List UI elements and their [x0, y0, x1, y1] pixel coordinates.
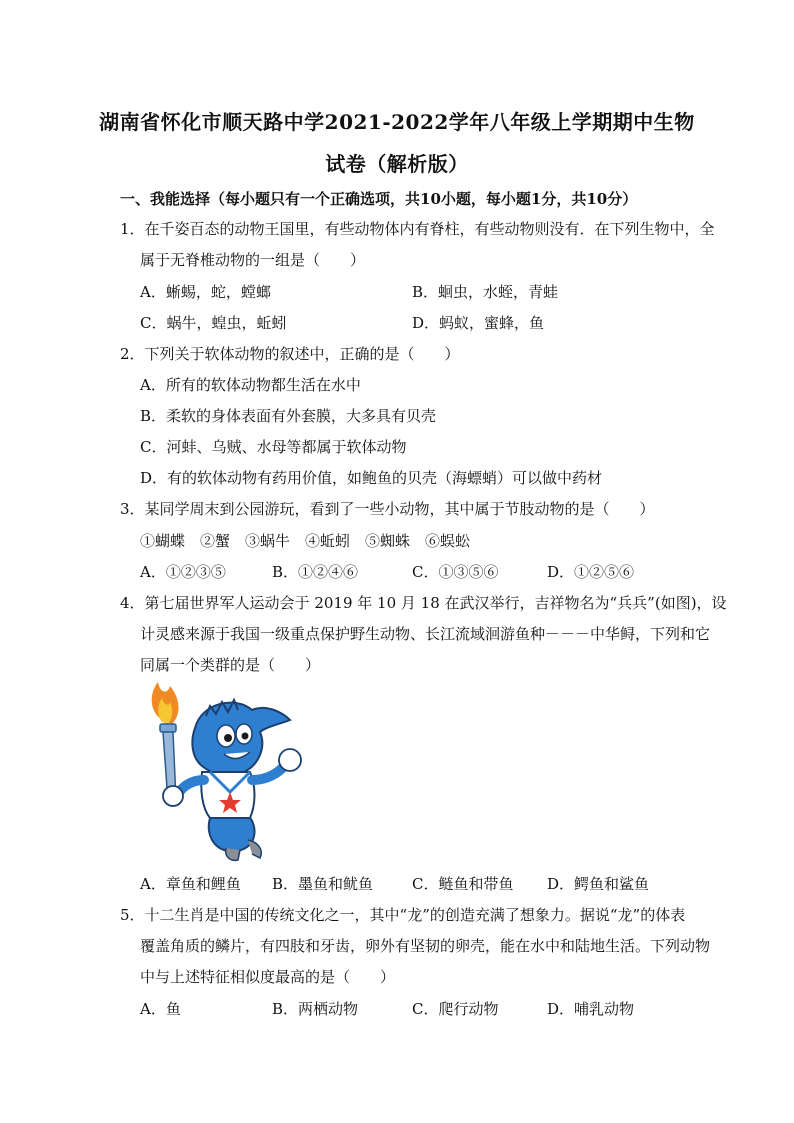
q3-items: ①蝴蝶 ②蟹 ③蜗牛 ④蚯蚓 ⑤蜘蛛 ⑥蜈蚣: [140, 532, 471, 550]
left-hand: [163, 786, 183, 806]
q3-option-b: B．①②④⑥: [272, 563, 359, 581]
mascot-shirt: [201, 772, 254, 818]
q1-option-d: D．蚂蚁，蜜蜂，鱼: [412, 314, 545, 332]
q5-option-d: D．哺乳动物: [547, 1000, 635, 1018]
q5-option-b: B．两栖动物: [272, 1000, 359, 1018]
q4-stem-line1: 4．第七届世界军人运动会于 2019 年 10 月 18 在武汉举行，吉祥物名为“兵兵”(如图)，设: [120, 594, 727, 612]
q4-option-d: D．鳄鱼和鲨鱼: [547, 875, 650, 893]
q3-stem: 3．某同学周末到公园游玩，看到了一些小动物，其中属于节肢动物的是（ ）: [120, 500, 655, 518]
q5-stem-line1: 5．十二生肖是中国的传统文化之一，其中“龙”的创造充满了想象力。据说“龙”的体表: [120, 906, 686, 924]
q2-option-a: A．所有的软体动物都生活在水中: [140, 376, 361, 394]
q1-option-b: B．蛔虫，水蛭，青蛙: [412, 283, 559, 301]
q5-option-a: A．鱼: [140, 1000, 181, 1018]
q2-option-d: D．有的软体动物有药用价值，如鲍鱼的贝壳（海螵蛸）可以做中药材: [140, 469, 603, 487]
q3-option-d: D．①②⑤⑥: [547, 563, 635, 581]
mascot-lower-body: [209, 818, 255, 851]
torch-cup: [160, 724, 176, 732]
section-heading: 一、我能选择（每小题只有一个正确选项，共10小题，每小题1分，共10分）: [120, 190, 638, 208]
q4-option-c: C．鲢鱼和带鱼: [412, 875, 514, 893]
left-pupil: [224, 734, 232, 742]
q2-option-b: B．柔软的身体表面有外套膜，大多具有贝壳: [140, 407, 437, 425]
q4-option-b: B．墨鱼和鱿鱼: [272, 875, 374, 893]
mascot-image: [140, 680, 310, 865]
q2-option-c: C．河蚌、乌贼、水母等都属于软体动物: [140, 438, 407, 456]
q1-option-a: A．蜥蜴，蛇，螳螂: [140, 283, 271, 301]
q2-stem: 2．下列关于软体动物的叙述中，正确的是（ ）: [120, 345, 460, 363]
q3-option-a: A．①②③⑤: [140, 563, 226, 581]
q1-stem-line1: 1．在千姿百态的动物王国里，有些动物体内有脊柱，有些动物则没有．在下列生物中，全: [120, 220, 715, 238]
right-pupil: [242, 733, 249, 740]
q3-option-c: C．①③⑤⑥: [412, 563, 499, 581]
q4-stem-line2: 计灵感来源于我国一级重点保护野生动物、长江流域洄游鱼种－－－中华鲟，下列和它: [140, 625, 711, 643]
mascot-tail-fin: [248, 840, 261, 858]
q4-option-a: A．章鱼和鲤鱼: [140, 875, 241, 893]
page-title-line2: 试卷（解析版）: [325, 152, 469, 176]
q4-stem-line3: 同属一个类群的是（ ）: [140, 656, 321, 674]
page-title-line1: 湖南省怀化市顺天路中学2021-2022学年八年级上学期期中生物: [99, 110, 695, 134]
q1-stem-line2: 属于无脊椎动物的一组是（ ）: [140, 251, 366, 269]
mascot-illustration: [140, 680, 310, 865]
q5-option-c: C．爬行动物: [412, 1000, 499, 1018]
mascot-foot: [226, 848, 240, 860]
q5-stem-line3: 中与上述特征相似度最高的是（ ）: [140, 968, 396, 986]
q5-stem-line2: 覆盖角质的鳞片，有四肢和牙齿，卵外有坚韧的卵壳，能在水中和陆地生活。下列动物: [140, 937, 711, 955]
right-hand: [279, 749, 301, 771]
q1-option-c: C．蜗牛，蝗虫，蚯蚓: [140, 314, 287, 332]
